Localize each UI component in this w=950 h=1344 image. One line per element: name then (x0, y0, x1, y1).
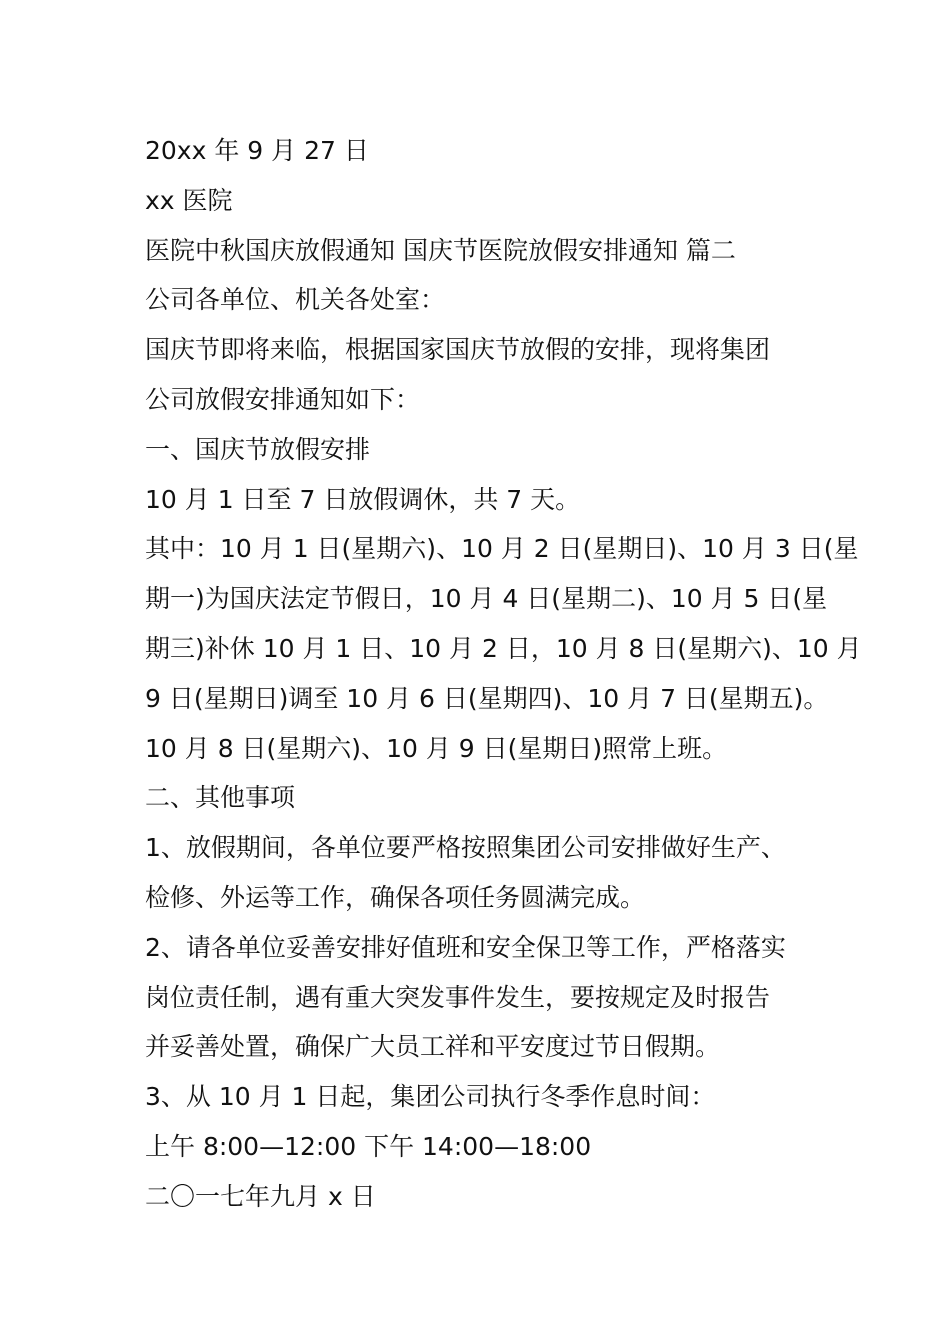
schedule-line: 上午 8:00—12:00 下午 14:00—18:00 (145, 1131, 592, 1161)
item-2-line: 并妥善处置，确保广大员工祥和平安度过节日假期。 (145, 1032, 721, 1062)
date-line: 20xx 年 9 月 27 日 (145, 136, 369, 165)
item-2-line: 岗位责任制，遇有重大突发事件发生，要按规定及时报告 (145, 982, 771, 1012)
intro-paragraph-line: 国庆节即将来临，根据国家国庆节放假的安排，现将集团 (145, 335, 771, 365)
document-body (145, 126, 862, 1222)
heading-other-matters: 二、其他事项 (145, 783, 296, 813)
holiday-detail-line: 9 日(星期日)调至 10 月 6 日(星期四)、10 月 7 日(星期五)。 (145, 683, 829, 713)
hospital-signature: xx 医院 (145, 185, 233, 215)
intro-paragraph-line: 公司放假安排通知如下： (145, 384, 421, 414)
section-title: 医院中秋国庆放假通知 国庆节医院放假安排通知 篇二 (145, 235, 736, 265)
item-1-line: 检修、外运等工作，确保各项任务圆满完成。 (145, 882, 646, 912)
workday-line: 10 月 8 日(星期六)、10 月 9 日(星期日)照常上班。 (145, 733, 728, 763)
holiday-detail-line: 其中：10 月 1 日(星期六)、10 月 2 日(星期日)、10 月 3 日(星 (145, 534, 859, 564)
heading-holiday-arrangement: 一、国庆节放假安排 (145, 434, 371, 464)
holiday-period-line: 10 月 1 日至 7 日放假调休，共 7 天。 (145, 484, 581, 514)
item-3-line: 3、从 10 月 1 日起，集团公司执行冬季作息时间： (145, 1082, 716, 1112)
item-1-line: 1、放假期间，各单位要严格按照集团公司安排做好生产、 (145, 833, 786, 863)
closing-date: 二〇一七年九月 x 日 (145, 1181, 376, 1211)
salutation: 公司各单位、机关各处室： (145, 285, 446, 315)
item-2-line: 2、请各单位妥善安排好值班和安全保卫等工作，严格落实 (145, 932, 786, 962)
holiday-detail-line: 期一)为国庆法定节假日，10 月 4 日(星期二)、10 月 5 日(星 (145, 584, 828, 614)
holiday-detail-line: 期三)补休 10 月 1 日、10 月 2 日，10 月 8 日(星期六)、10 月 (145, 633, 862, 663)
